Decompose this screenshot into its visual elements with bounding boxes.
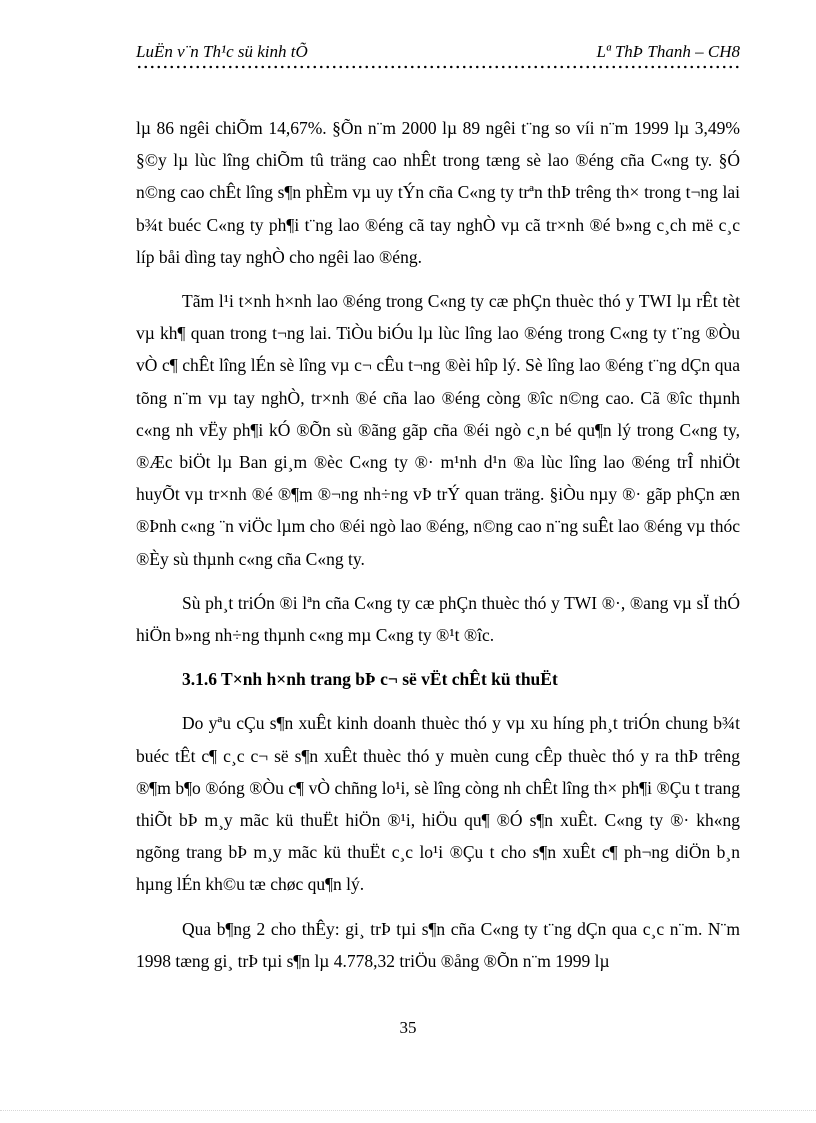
header-dotted-rule bbox=[136, 64, 740, 70]
paragraph-1: lµ 86 ngêi chiÕm 14,67%. §Õn n¨m 2000 lµ 89 ngêi t¨ng so víi n¨m 1999 lµ 3,49% §©y lµ lùc lîng chiÕm tû träng cao nhÊt trong tæng sè lao ®éng cña C«ng ty. §Ó n©ng cao chÊt lîng s¶n phÈm vµ uy tÝn cña C«ng ty trªn thÞ trêng th× trong t¬ng lai b¾t buéc C«ng ty ph¶i t¨ng lao ®éng cã tay nghÒ vµ cã tr×nh ®é b»ng c¸ch më c¸c líp båi dìng tay nghÒ cho ngêi lao ®éng. bbox=[136, 118, 740, 267]
page-body bbox=[136, 112, 740, 989]
footer-dotted-rule bbox=[0, 1110, 816, 1111]
section-heading: 3.1.6 T×nh h×nh trang bÞ c¬ së vËt chÊt kü thuËt bbox=[182, 669, 558, 690]
paragraph-2: Tãm l¹i t×nh h×nh lao ®éng trong C«ng ty cæ phÇn thuèc thó y TWI lµ rÊt tèt vµ kh¶ quan trong t¬ng lai. TiÒu biÓu lµ lùc lîng lao ®éng trong C«ng ty t¨ng ®Òu vÒ c¶ chÊt lîng lÉn sè lîng vµ c¬ cÊu t¬ng ®èi hîp lý. Sè lîng lao ®éng t¨ng dÇn qua tõng n¨m vµ tay nghÒ, tr×nh ®é cña lao ®éng còng ®îc n©ng cao. Cã ®îc thµnh c«ng nh vËy ph¶i kÓ ®Õn sù ®ãng gãp cña ®éi ngò c¸n bé qu¶n lý trong C«ng ty, ®Æc biÖt lµ Ban gi¸m ®èc C«ng ty ®· m¹nh d¹n ®a lùc lîng lao ®éng trÎ nhiÖt huyÕt vµ tr×nh ®é ®¶m ®¬ng nh÷ng vÞ trÝ quan träng. §iÒu nµy ®· gãp phÇn æn ®Þnh c«ng ¨n viÖc lµm cho ®éi ngò lao ®éng, n©ng cao n¨ng suÊt lao ®éng vµ thóc ®Èy sù thµnh c«ng cña C«ng ty. bbox=[136, 291, 740, 569]
page-header bbox=[136, 36, 740, 62]
page-number: 35 bbox=[399, 1018, 417, 1037]
paragraph-5: Qua b¶ng 2 cho thÊy: gi¸ trÞ tµi s¶n cña C«ng ty t¨ng dÇn qua c¸c n¨m. N¨m 1998 tæng gi¸ trÞ tµi s¶n lµ 4.778,32 triÖu ®ång ®Õn n¨m 1999 lµ bbox=[136, 918, 740, 971]
header-left-title: LuËn v¨n Th¹c sü kinh tÕ bbox=[136, 42, 308, 61]
header-right-author: Lª ThÞ Thanh – CH8 bbox=[596, 42, 740, 61]
paragraph-3: Sù ph¸t triÓn ®i lªn cña C«ng ty cæ phÇn thuèc thó y TWI ®·, ®ang vµ sÏ thÓ hiÖn b»ng nh÷ng thµnh c«ng mµ C«ng ty ®¹t ®îc. bbox=[136, 592, 740, 646]
paragraph-4: Do yªu cÇu s¶n xuÊt kinh doanh thuèc thó y vµ xu híng ph¸t triÓn chung b¾t buéc tÊt c¶ c¸c c¬ së s¶n xuÊt thuèc thó y muèn cung cÊp thuèc thó y ra thÞ trêng ®¶m b¶o ®óng ®Òu c¶ vÒ chñng lo¹i, sè lîng còng nh chÊt lîng th× ph¶i ®Çu t trang thiÕt bÞ m¸y mãc kü thuËt hiÖn ®¹i, hiÖu qu¶ ®Ó s¶n xuÊt. C«ng ty ®· kh«ng ngõng trang bÞ m¸y mãc kü thuËt c¸c lo¹i ®Çu t cho s¶n xuÊt c¶ ph¬ng diÖn b¸n hµng lÉn kh©u tæ chøc qu¶n lý. bbox=[136, 713, 740, 895]
